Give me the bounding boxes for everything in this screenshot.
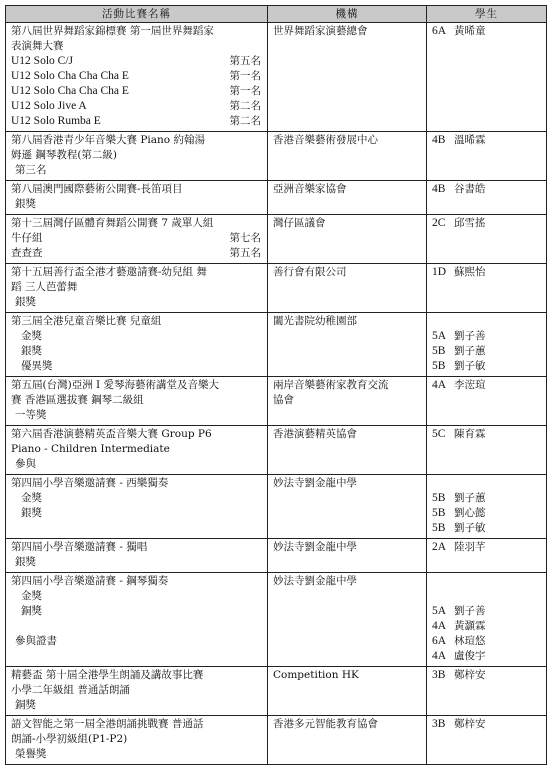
organization-cell [268,539,427,573]
ranked-item-name: 查查查 [11,247,43,259]
student-entry [432,182,542,197]
student-class: 4B [432,183,446,195]
table-row [6,573,547,667]
event-cell [6,181,268,215]
header-student: 學生 [427,6,547,23]
organization-cell [268,573,427,667]
event-cell [6,475,268,539]
organization-name: 香港演藝精英協會 [273,428,357,440]
student-name: 盧俊宇 [454,650,486,662]
event-title-line: 第五屆(台灣)亞洲 I 愛琴海藝術講堂及音樂大 [11,379,220,391]
header-event: 活動比賽名稱 [6,6,268,23]
student-class: 3B [432,669,446,681]
student-class: 4B [432,134,446,146]
student-class: 6A [432,25,447,37]
organization-name: 妙法寺劉金龍中學 [273,575,357,587]
student-name: 林瑄悠 [454,635,486,647]
organization-cell [268,23,427,132]
organization-name: 善行會有限公司 [273,266,347,278]
student-cell [427,181,547,215]
student-entry [432,506,542,521]
organization-cell [268,132,427,181]
student-name: 陸羽芊 [454,541,486,553]
ranked-item-rank: 第一名 [229,85,261,97]
event-cell [6,426,268,475]
award-label: 銅獎 [15,699,36,711]
organization-cell [268,426,427,475]
organization-cell [268,181,427,215]
student-name: 黃灝霖 [454,620,486,632]
organization-name: 妙法寺劉金龍中學 [273,477,357,489]
student-name: 邱雪搖 [454,217,486,229]
award-label: 榮譽獎 [15,748,47,760]
table-row [6,377,547,426]
student-entry [432,344,542,359]
student-entry [432,634,542,649]
organization-name: 兩岸音樂藝術家教育交流 [273,379,389,391]
organization-cell [268,475,427,539]
student-name: 鄭梓安 [454,669,486,681]
student-cell [427,23,547,132]
ranked-item-name: 牛仔組 [11,232,43,244]
award-label: 銅獎 [21,605,42,617]
student-name: 李浤瑄 [454,379,486,391]
table-row [6,667,547,716]
student-entry [432,668,542,683]
event-cell [6,716,268,765]
student-class: 5B [432,507,446,519]
award-label: 銀獎 [15,296,36,308]
ranked-item-rank: 第五名 [229,247,261,259]
ranked-item-rank: 第二名 [229,115,261,127]
table-row [6,215,547,264]
event-title-line: 第四屆小學音樂邀請賽 - 西樂獨奏 [11,477,169,489]
spacer [432,589,542,604]
organization-cell [268,264,427,313]
ranked-item-name: U12 Solo Rumba E [11,115,101,127]
event-cell [6,667,268,716]
student-class: 1D [432,266,447,278]
spacer [432,314,542,329]
ranked-item [11,246,263,261]
student-name: 蘇熙怡 [454,266,486,278]
student-name: 劉心懿 [454,507,486,519]
student-class: 5A [432,605,447,617]
student-entry [432,649,542,664]
event-cell [6,573,268,667]
student-entry [432,427,542,442]
header-organization: 機構 [268,6,427,23]
table-row [6,475,547,539]
organization-cell [268,377,427,426]
ranked-item-rank: 第一名 [229,70,261,82]
table-row [6,716,547,765]
student-class: 4A [432,379,447,391]
event-cell [6,377,268,426]
award-label: 參與證書 [15,635,57,647]
ranked-item [11,69,263,84]
event-cell [6,23,268,132]
table-row [6,264,547,313]
organization-name: 妙法寺劉金龍中學 [273,541,357,553]
event-title-line: 精藝盃 第十屆全港學生朗誦及講故事比賽 [11,669,204,681]
award-label: 一等獎 [15,409,47,421]
student-class: 5A [432,330,447,342]
award-label: 銀獎 [15,556,36,568]
organization-cell [268,313,427,377]
award-label: 金獎 [21,330,42,342]
event-title-line: 賽 香港區選拔賽 鋼琴二級組 [11,394,144,406]
organization-cell [268,667,427,716]
event-title-line: 第三屆全港兒童音樂比賽 兒童組 [11,315,162,327]
student-cell [427,264,547,313]
organization-name: 協會 [273,394,294,406]
event-title-line: 朗誦-小學初級組(P1-P2) [11,733,128,745]
student-cell [427,377,547,426]
student-name: 鄭梓安 [454,718,486,730]
student-class: 3B [432,718,446,730]
event-title-line: 第十五屆善行盃全港才藝邀請賽-幼兒組 舞 [11,266,207,278]
award-label: 第三名 [15,164,47,176]
award-label: 金獎 [21,492,42,504]
event-title-line: 第四屆小學音樂邀請賽 - 獨唱 [11,541,148,553]
event-title-line: 蹈 三人芭蕾舞 [11,281,78,293]
organization-name: 灣仔區議會 [273,217,326,229]
student-entry [432,24,542,39]
spacer [432,476,542,491]
student-class: 5C [432,428,446,440]
student-cell [427,573,547,667]
student-entry [432,491,542,506]
student-cell [427,426,547,475]
student-cell [427,132,547,181]
student-class: 5B [432,492,446,504]
event-title-line: 小學二年級組 普通話朗誦 [11,684,130,696]
student-class: 2A [432,541,447,553]
organization-name: 香港多元智能教育協會 [273,718,378,730]
event-cell [6,539,268,573]
table-row [6,23,547,132]
event-title-line: 第十三屆灣仔區體育舞蹈公開賽 7 歲單人組 [11,217,214,229]
student-class: 4A [432,620,447,632]
event-title-line: 表演舞大賽 [11,40,64,52]
student-entry [432,265,542,280]
student-cell [427,313,547,377]
student-name: 陳育霖 [454,428,486,440]
organization-name: 闔光書院幼稚園部 [273,315,357,327]
student-entry [432,604,542,619]
event-title-line: 第八屆澳門國際藝術公開賽-長笛項目 [11,183,183,195]
organization-cell [268,716,427,765]
ranked-item [11,114,263,129]
table-header-row [6,6,547,23]
ranked-item-name: U12 Solo C/J [11,55,73,67]
ranked-item [11,231,263,246]
organization-cell [268,215,427,264]
award-label: 銀獎 [15,198,36,210]
student-name: 谷書皓 [454,183,486,195]
student-name: 劉子敏 [454,522,486,534]
organization-name: 世界舞蹈家演藝總會 [273,25,368,37]
student-entry [432,540,542,555]
award-label: 銀獎 [21,345,42,357]
table-row [6,539,547,573]
student-cell [427,716,547,765]
award-label [11,619,263,634]
student-entry [432,619,542,634]
organization-name: 亞洲音樂家協會 [273,183,347,195]
table-row [6,132,547,181]
spacer [432,574,542,589]
event-cell [6,215,268,264]
student-cell [427,475,547,539]
student-class: 6A [432,635,447,647]
student-class: 5B [432,360,446,372]
student-cell [427,667,547,716]
event-title-line: 第八屆香港青少年音樂大賽 Piano 約翰湯 [11,134,205,146]
ranked-item [11,84,263,99]
table-row [6,426,547,475]
organization-name: 香港音樂藝術發展中心 [273,134,378,146]
event-title-line: 第四屆小學音樂邀請賽 - 鋼琴獨奏 [11,575,169,587]
event-title-line: 姆遜 鋼琴教程(第二級) [11,149,118,161]
student-name: 劉子敏 [454,360,486,372]
student-name: 溫晞霖 [454,134,486,146]
ranked-item-name: U12 Solo Jive A [11,100,87,112]
event-title-line: 語文智能之第一屆全港朗誦挑戰賽 普通話 [11,718,204,730]
award-label: 金獎 [21,590,42,602]
award-label: 銀獎 [21,507,42,519]
event-cell [6,132,268,181]
event-title-line: Piano - Children Intermediate [11,443,170,455]
student-name: 黃晞童 [454,25,486,37]
student-class: 2C [432,217,446,229]
ranked-item-rank: 第七名 [229,232,261,244]
student-entry [432,521,542,536]
table-row [6,313,547,377]
ranked-item [11,54,263,69]
student-cell [427,539,547,573]
student-entry [432,329,542,344]
ranked-item [11,99,263,114]
event-title-line: 第六屆香港演藝精英盃音樂大賽 Group P6 [11,428,212,440]
ranked-item-name: U12 Solo Cha Cha Cha E [11,70,129,82]
student-name: 劉子善 [454,605,486,617]
event-cell [6,313,268,377]
student-entry [432,216,542,231]
student-name: 劉子蕙 [454,492,486,504]
student-entry [432,378,542,393]
award-label: 參與 [15,458,36,470]
student-entry [432,133,542,148]
student-cell [427,215,547,264]
organization-name: Competition HK [273,669,359,681]
award-label: 優異獎 [21,360,53,372]
student-class: 4A [432,650,447,662]
student-name: 劉子善 [454,330,486,342]
student-entry [432,359,542,374]
ranked-item-name: U12 Solo Cha Cha Cha E [11,85,129,97]
ranked-item-rank: 第二名 [229,100,261,112]
student-class: 5B [432,522,446,534]
student-class: 5B [432,345,446,357]
student-name: 劉子蕙 [454,345,486,357]
table-row [6,181,547,215]
event-title-line: 第八屆世界舞蹈家錦標賽 第一屆世界舞蹈家 [11,25,214,37]
student-entry [432,717,542,732]
ranked-item-rank: 第五名 [229,55,261,67]
event-cell [6,264,268,313]
awards-table [5,5,547,765]
